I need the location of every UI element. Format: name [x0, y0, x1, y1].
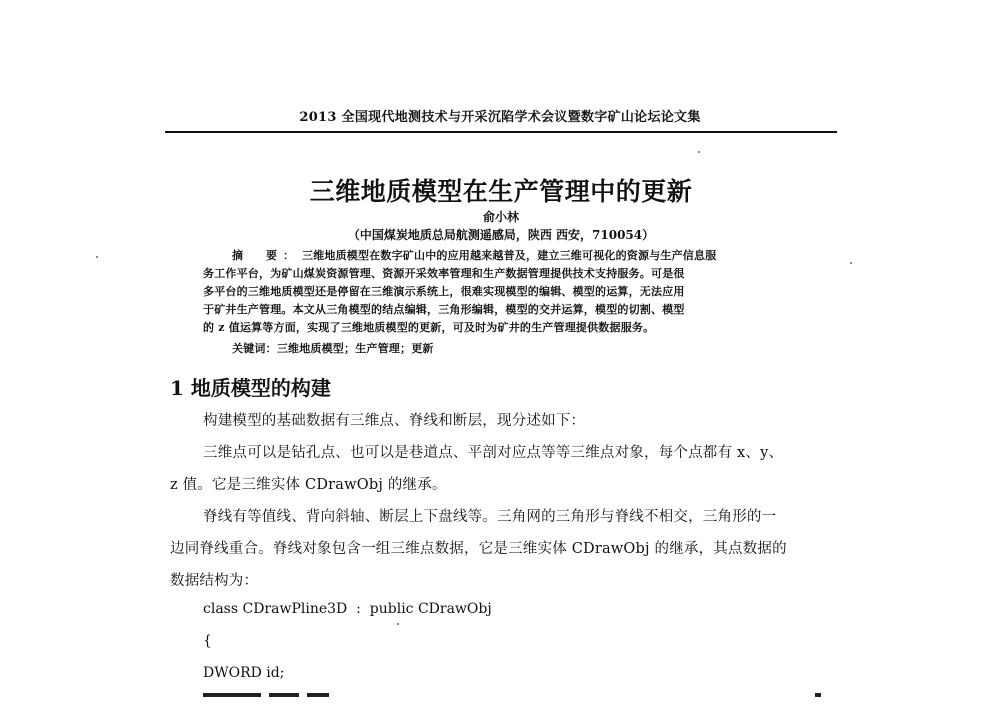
body-paragraph-line: 三维点可以是钻孔点、也可以是巷道点、平剖对应点等等三维点对象，每个点都有 x、y、 [203, 445, 784, 461]
body-paragraph-line: 边同脊线重合。脊线对象包含一组三维点数据，它是三维实体 CDrawObj 的继承，其点数据的 [170, 541, 787, 557]
cropped-text-line [203, 693, 823, 705]
abstract-line: 务工作平台，为矿山煤炭资源管理、资源开采效率管理和生产数据管理提供技术支持服务。可是很 [203, 267, 685, 280]
abstract-line: 的 z 值运算等方面，实现了三维地质模型的更新，可及时为矿井的生产管理提供数据服务。 [203, 321, 655, 334]
code-line: { [203, 633, 212, 649]
abstract-text: 三维地质模型在数字矿山中的应用越来越普及，建立三维可视化的资源与生产信息服 [302, 249, 717, 262]
body-paragraph-line: 数据结构为： [170, 573, 259, 589]
keywords-line [232, 340, 434, 356]
abstract-line: 多平台的三维地质模型还是停留在三维演示系统上，很难实现模型的编辑、模型的运算，无法应用 [203, 285, 685, 298]
scan-speck [397, 623, 399, 625]
scan-speck [96, 256, 98, 258]
author-affiliation: （中国煤炭地质总局航测遥感局，陕西 西安，710054） [347, 228, 655, 242]
keywords-text: 三维地质模型；生产管理；更新 [276, 342, 434, 355]
running-header: 2013 全国现代地测技术与开采沉陷学术会议暨数字矿山论坛论文集 [299, 110, 701, 125]
author-name: 俞小林 [482, 210, 519, 224]
article-title: 三维地质模型在生产管理中的更新 [309, 177, 693, 206]
code-line: class CDrawPline3D : public CDrawObj [203, 601, 492, 617]
keywords-label: 关键词： [232, 342, 277, 355]
header-rule [165, 131, 837, 133]
body-paragraph-line: 构建模型的基础数据有三维点、脊线和断层，现分述如下： [203, 413, 586, 429]
body-paragraph-line: z 值。它是三维实体 CDrawObj 的继承。 [170, 477, 447, 493]
body-paragraph-line: 脊线有等值线、背向斜轴、断层上下盘线等。三角网的三角形与脊线不相交，三角形的一 [203, 509, 777, 525]
scan-speck [698, 151, 700, 153]
abstract-line: 于矿井生产管理。本文从三角模型的结点编辑，三角形编辑，模型的交并运算，模型的切割、模型 [203, 303, 685, 316]
scan-speck [850, 262, 852, 264]
section-heading: 1 地质模型的构建 [170, 376, 331, 400]
abstract-label: 摘 要： [232, 249, 300, 262]
abstract-line [232, 247, 716, 263]
code-line: DWORD id; [203, 665, 285, 681]
